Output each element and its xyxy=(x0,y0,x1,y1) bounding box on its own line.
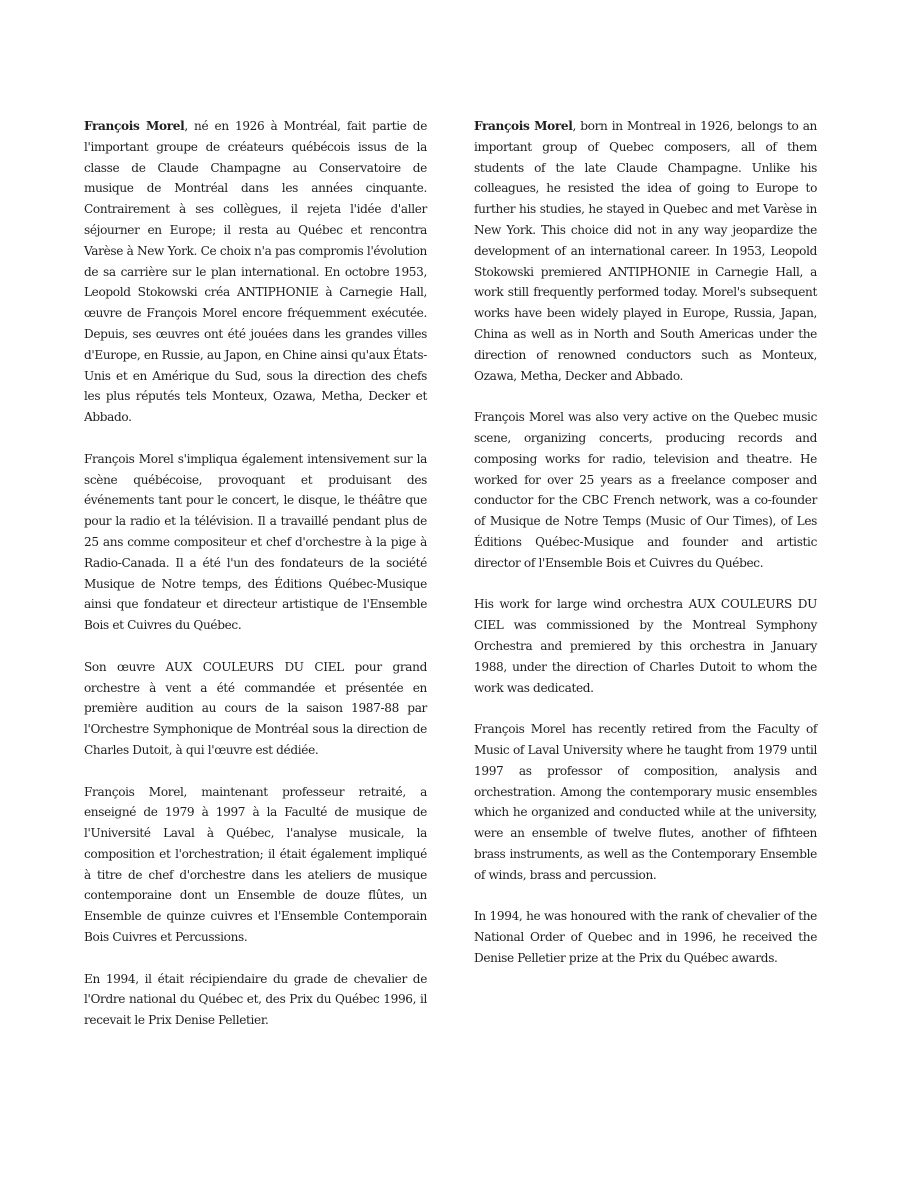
french-paragraph-biography xyxy=(84,116,427,428)
french-paragraph-commission: Son œuvre AUX COULEURS DU CIEL pour grand orchestre à vent a été commandée et présentée en première audition au cours de la saison 1987-88 par l'Orchestre Symphonique de Montréal sous la direction de Charles Dutoit, à qui l'œuvre est dédiée. xyxy=(84,659,427,757)
english-paragraph-activities: François Morel was also very active on the Quebec music scene, organizing concerts, producing records and composing works for radio, television and theatre. He worked for over 25 years as a freelance composer and conductor for the CBC French network, was a co-founder of Musique de Notre Temps (Music of Our Times), of Les Éditions Québec-Musique and founder and artistic director of l'Ensemble Bois et Cuivres du Québec. xyxy=(474,410,817,570)
english-composer-name: François Morel xyxy=(474,119,573,133)
english-paragraph-biography xyxy=(474,116,817,386)
english-column xyxy=(474,116,817,989)
french-biography-text: , né en 1926 à Montréal, fait partie de l'important groupe de créateurs québécois issus de la classe de Claude Champagne au Conservatoire de musique de Montréal dans les années cinquante. Contrairement à ses collègues, il rejeta l'idée d'aller séjourner en Europe; il resta au Québec et rencontra Varèse à New York. Ce choix n'a pas compromis l'évolution de sa carrière sur le plan international. En octobre 1953, Leopold Stokowski créa ANTIPHONIE à Carnegie Hall, œuvre de François Morel encore fréquemment exécutée. Depuis, ses œuvres ont été jouées dans les grandes villes d'Europe, en Russie, au Japon, en Chine ainsi qu'aux États-Unis et en Amérique du Sud, sous la direction des chefs les plus réputés tels Monteux, Ozawa, Metha, Decker et Abbado. xyxy=(84,119,428,425)
english-paragraph-teaching: François Morel has recently retired from the Faculty of Music of Laval University where he taught from 1979 until 1997 as professor of composition, analysis and orchestration. Among the contemporary music ensembles which he organized and conducted while at the university, were an ensemble of twelve flutes, another of fifhteen brass instruments, as well as the Contemporary Ensemble of winds, brass and percussion. xyxy=(474,722,817,882)
english-paragraph-commission: His work for large wind orchestra AUX COULEURS DU CIEL was commissioned by the Montreal Symphony Orchestra and premiered by this orchestra in January 1988, under the direction of Charles Dutoit to whom the work was dedicated. xyxy=(474,597,817,695)
french-paragraph-activities: François Morel s'impliqua également intensivement sur la scène québécoise, provoquant et produisant des événements tant pour le concert, le disque, le théâtre que pour la radio et la télévision. Il a travaillé pendant plus de 25 ans comme compositeur et chef d'orchestre à la pige à Radio-Canada. Il a été l'un des fondateurs de la société Musique de Notre temps, des Éditions Québec-Musique ainsi que fondateur et directeur artistique de l'Ensemble Bois et Cuivres du Québec. xyxy=(84,451,427,633)
french-column xyxy=(84,116,427,1052)
english-biography-text: , born in Montreal in 1926, belongs to an important group of Quebec composers, all of them students of the late Claude Champagne. Unlike his colleagues, he resisted the idea of going to Europe to further his studies, he stayed in Quebec and met Varèse in New York. This choice did not in any way jeopardize the development of an international career. In 1953, Leopold Stokowski premiered ANTIPHONIE in Carnegie Hall, a work still frequently performed today. Morel's subsequent works have been widely played in Europe, Russia, Japan, China as well as in North and South Americas under the direction of renowned conductors such as Monteux, Ozawa, Metha, Decker and Abbado. xyxy=(474,119,817,383)
french-paragraph-teaching: François Morel, maintenant professeur retraité, a enseigné de 1979 à 1997 à la Faculté de musique de l'Université Laval à Québec, l'analyse musicale, la composition et l'orchestration; il était également impliqué à titre de chef d'orchestre dans les ateliers de musique contemporaine dont un Ensemble de douze flûtes, un Ensemble de quinze cuivres et l'Ensemble Contemporain Bois Cuivres et Percussions. xyxy=(84,784,427,945)
english-paragraph-honours: In 1994, he was honoured with the rank of chevalier of the National Order of Quebec and in 1996, he received the Denise Pelletier prize at the Prix du Québec awards. xyxy=(474,909,817,965)
french-paragraph-honours: En 1994, il était récipiendaire du grade de chevalier de l'Ordre national du Québec et, des Prix du Québec 1996, il recevait le Prix Denise Pelletier. xyxy=(84,971,427,1028)
french-composer-name: François Morel xyxy=(84,119,185,133)
